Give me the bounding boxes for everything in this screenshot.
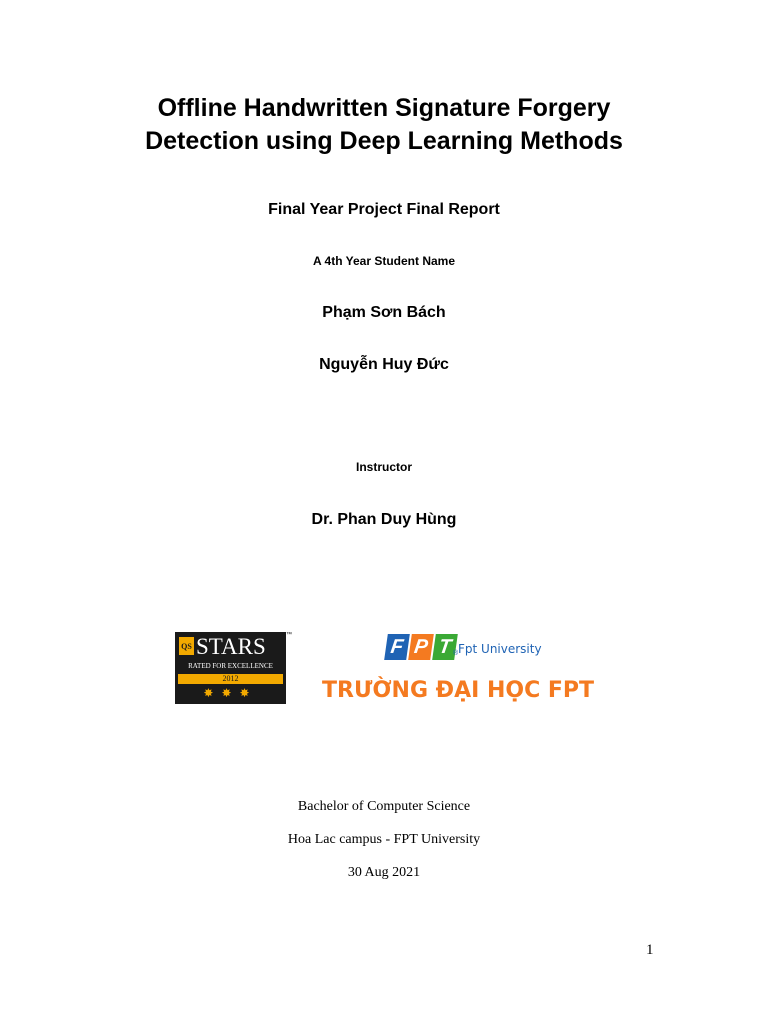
campus-name: Hoa Lac campus - FPT University	[287, 832, 481, 847]
document-title	[0, 92, 768, 158]
qs-badge: QS	[179, 637, 194, 655]
report-date: 30 Aug 2021	[347, 865, 421, 880]
page-number: 1	[646, 942, 654, 958]
title-line-2: Detection using Deep Learning Methods	[145, 127, 623, 155]
instructor-label: Instructor	[355, 460, 412, 474]
qs-stars-wordmark: STARS	[196, 634, 266, 659]
student-label: A 4th Year Student Name	[312, 254, 456, 268]
qs-rated-text: RATED FOR EXCELLENCE	[188, 662, 273, 670]
fpt-tile-f: F	[384, 634, 410, 660]
fpt-university-logo	[318, 630, 598, 710]
qs-trademark: ™	[286, 632, 292, 638]
title-line-1: Offline Handwritten Signature Forgery	[157, 94, 611, 122]
fpt-vietnamese-name: TRƯỜNG ĐẠI HỌC FPT	[322, 678, 595, 703]
fpt-tile-t: T	[432, 634, 458, 660]
student-name-2: Nguyễn Huy Đức	[319, 356, 449, 373]
qs-star-icons: ✸✸✸	[203, 686, 258, 700]
qs-stars-logo	[175, 632, 292, 704]
instructor-name: Dr. Phan Duy Hùng	[311, 511, 457, 528]
fpt-tile-p: P	[408, 634, 434, 660]
registered-icon: ®	[453, 650, 459, 657]
student-name-1: Phạm Sơn Bách	[322, 304, 446, 321]
degree-name: Bachelor of Computer Science	[297, 799, 471, 814]
fpt-tiles	[386, 634, 458, 660]
fpt-university-text: Fpt University	[458, 642, 542, 656]
report-subtitle: Final Year Project Final Report	[268, 201, 500, 218]
qs-year: 2012	[178, 674, 283, 684]
